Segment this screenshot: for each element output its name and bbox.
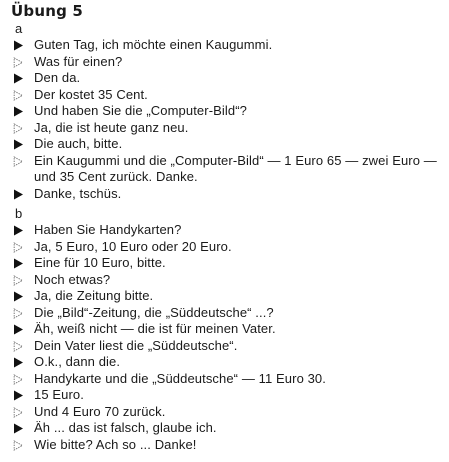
dialogue-line: [0, 272, 449, 289]
speaker-marker-outline-icon: [0, 338, 34, 355]
speaker-marker-outline-icon: [0, 305, 34, 322]
dialogue-line-text: Äh, weiß nicht — die ist für meinen Vater.: [34, 321, 276, 336]
dialogue-line-text: Ja, die ist heute ganz neu.: [34, 119, 189, 135]
speaker-marker-outline-icon: [0, 404, 34, 421]
speaker-marker-outline-icon: [0, 239, 34, 256]
speaker-marker-filled-icon: [0, 37, 34, 54]
dialogue-line: [0, 338, 449, 355]
speaker-marker-filled-icon: [0, 103, 34, 120]
dialogue-line: [0, 222, 449, 239]
dialogue-line-text: Der kostet 35 Cent.: [34, 86, 148, 102]
speaker-marker-filled-icon: [0, 255, 34, 272]
dialogue-line: [0, 371, 449, 388]
dialogue-b: [0, 222, 449, 453]
dialogue-line: [0, 420, 449, 437]
dialogue-line-text: Guten Tag, ich möchte einen Kaugummi.: [34, 37, 273, 52]
dialogue-line: [0, 255, 449, 272]
exercise-title: Übung 5: [11, 2, 84, 20]
dialogue-line: [0, 70, 449, 87]
dialogue-line: [0, 153, 449, 186]
dialogue-line: [0, 354, 449, 371]
speaker-marker-filled-icon: [0, 387, 34, 404]
dialogue-line: [0, 120, 449, 137]
speaker-marker-filled-icon: [0, 321, 34, 338]
speaker-marker-filled-icon: [0, 70, 34, 87]
dialogue-line-text: Handykarte und die „Süddeutsche“ — 11 Euro 30.: [34, 370, 326, 386]
dialogue-line-text: Und 4 Euro 70 zurück.: [34, 403, 166, 419]
speaker-marker-filled-icon: [0, 186, 34, 203]
dialogue-line-text: Und haben Sie die „Computer-Bild“?: [34, 103, 247, 118]
dialogue-line-text: O.k., dann die.: [34, 354, 121, 369]
dialogue-line: [0, 305, 449, 322]
dialogue-line-text: Eine für 10 Euro, bitte.: [34, 255, 166, 270]
dialogue-line-text: 15 Euro.: [34, 387, 84, 402]
dialogue-a: [0, 37, 449, 202]
dialogue-line: [0, 103, 449, 120]
dialogue-line-text: Danke, tschüs.: [34, 185, 122, 201]
dialogue-line: [0, 37, 449, 54]
speaker-marker-filled-icon: [0, 288, 34, 305]
speaker-marker-outline-icon: [0, 371, 34, 388]
dialogue-line-text: Ja, die Zeitung bitte.: [34, 288, 154, 303]
dialogue-line: [0, 387, 449, 404]
speaker-marker-filled-icon: [0, 136, 34, 153]
dialogue-line: [0, 239, 449, 256]
dialogue-line-text: Haben Sie Handykarten?: [34, 222, 182, 237]
dialogue-line: [0, 404, 449, 421]
dialogue-line-text: Ein Kaugummi und die „Computer-Bild“ — 1 Euro 65 — zwei Euro — und 35 Cent zurück. Danke.: [34, 152, 437, 184]
dialogue-line: [0, 87, 449, 104]
dialogue-line-text: Die „Bild“-Zeitung, die „Süddeutsche“ ...?: [34, 304, 274, 320]
speaker-marker-outline-icon: [0, 153, 34, 170]
dialogue-line: [0, 437, 449, 454]
dialogue-line-text: Noch etwas?: [34, 271, 111, 287]
dialogue-line: [0, 321, 449, 338]
dialogue-line: [0, 288, 449, 305]
section-label-a: a: [15, 21, 23, 36]
speaker-marker-outline-icon: [0, 87, 34, 104]
dialogue-line-text: Wie bitte? Ach so ... Danke!: [34, 436, 197, 452]
dialogue-line-text: Die auch, bitte.: [34, 136, 123, 151]
speaker-marker-filled-icon: [0, 222, 34, 239]
dialogue-line: [0, 54, 449, 71]
section-label-b: b: [15, 206, 23, 221]
speaker-marker-outline-icon: [0, 437, 34, 454]
speaker-marker-filled-icon: [0, 420, 34, 437]
speaker-marker-filled-icon: [0, 354, 34, 371]
dialogue-line: [0, 186, 449, 203]
dialogue-line-text: Dein Vater liest die „Süddeutsche“.: [34, 337, 238, 353]
dialogue-line-text: Den da.: [34, 70, 81, 85]
speaker-marker-outline-icon: [0, 272, 34, 289]
dialogue-line-text: Äh ... das ist falsch, glaube ich.: [34, 420, 217, 435]
dialogue-line-text: Ja, 5 Euro, 10 Euro oder 20 Euro.: [34, 238, 232, 254]
dialogue-line-text: Was für einen?: [34, 53, 123, 69]
dialogue-line: [0, 136, 449, 153]
speaker-marker-outline-icon: [0, 120, 34, 137]
speaker-marker-outline-icon: [0, 54, 34, 71]
